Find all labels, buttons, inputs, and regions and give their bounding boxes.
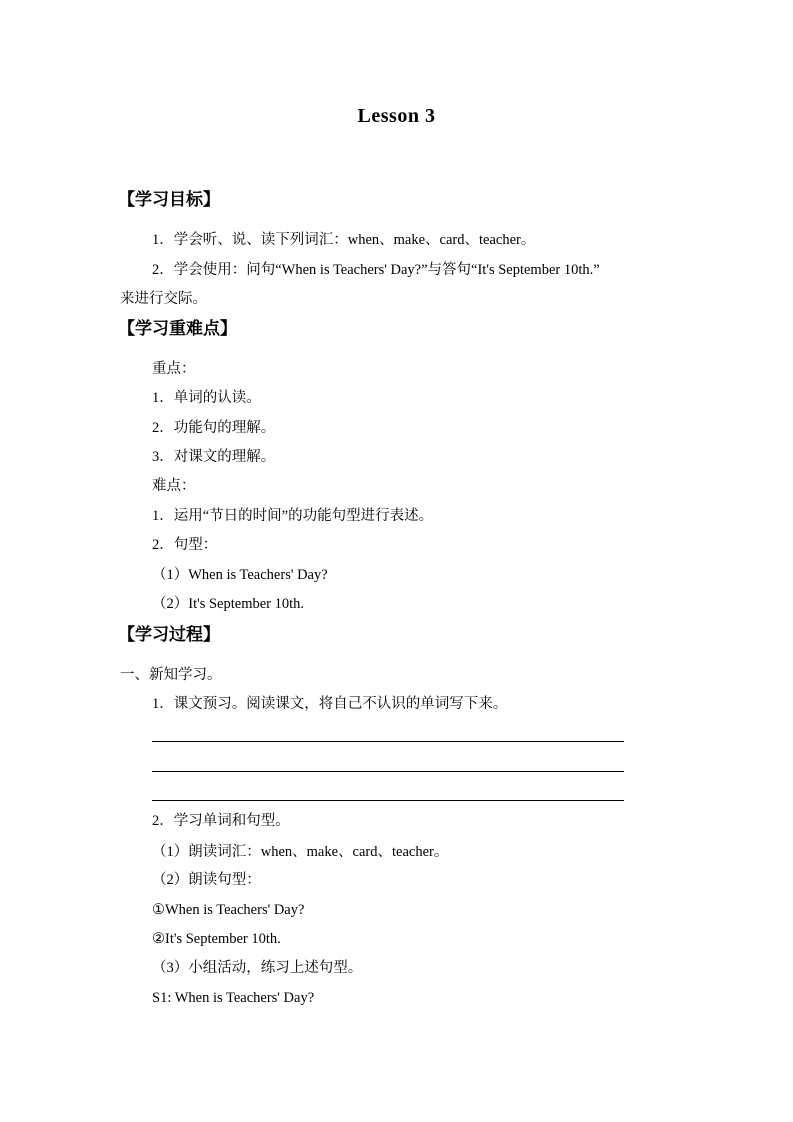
dialogue-line-1: S1: When is Teachers' Day? xyxy=(152,990,315,1006)
difficulty-item-1: 1．运用“节日的时间”的功能句型进行表述。 xyxy=(152,508,434,524)
focus-item-2: 2．功能句的理解。 xyxy=(152,420,276,436)
focus-label: 重点： xyxy=(152,361,196,377)
focus-item-3: 3．对课文的理解。 xyxy=(152,449,276,465)
section-1-title: 一、新知学习。 xyxy=(120,667,222,683)
sentence-pattern-1: （1）When is Teachers' Day? xyxy=(152,567,328,583)
sentence-pattern-2: （2）It's September 10th. xyxy=(152,596,305,612)
focus-item-1: 1．单词的认读。 xyxy=(152,390,261,406)
difficulty-label: 难点： xyxy=(152,478,196,494)
answer-line-1[interactable] xyxy=(152,741,624,742)
sentence-1: ①When is Teachers' Day? xyxy=(152,902,305,918)
step-1: 1．课文预习。阅读课文，将自己不认识的单词写下来。 xyxy=(152,696,508,712)
sentence-2: ②It's September 10th. xyxy=(152,931,281,947)
sub-step-1: （1）朗读词汇：when、make、card、teacher。 xyxy=(152,844,449,860)
objectives-heading: 【学习目标】 xyxy=(118,190,220,209)
process-heading: 【学习过程】 xyxy=(118,625,220,644)
sub-step-2: （2）朗读句型： xyxy=(152,872,261,888)
answer-line-2[interactable] xyxy=(152,771,624,772)
objective-item-2-continued: 来进行交际。 xyxy=(120,291,207,307)
key-points-heading: 【学习重难点】 xyxy=(118,319,237,338)
answer-line-3[interactable] xyxy=(152,800,624,801)
objective-item-2: 2．学会使用：问句“When is Teachers' Day?”与答句“It's September 10th.” xyxy=(152,262,600,278)
page-title: Lesson 3 xyxy=(357,105,436,127)
difficulty-item-2: 2．句型： xyxy=(152,537,218,553)
step-2: 2．学习单词和句型。 xyxy=(152,813,290,829)
sub-step-3: （3）小组活动，练习上述句型。 xyxy=(152,960,363,976)
objective-item-1: 1．学会听、说、读下列词汇：when、make、card、teacher。 xyxy=(152,232,536,248)
